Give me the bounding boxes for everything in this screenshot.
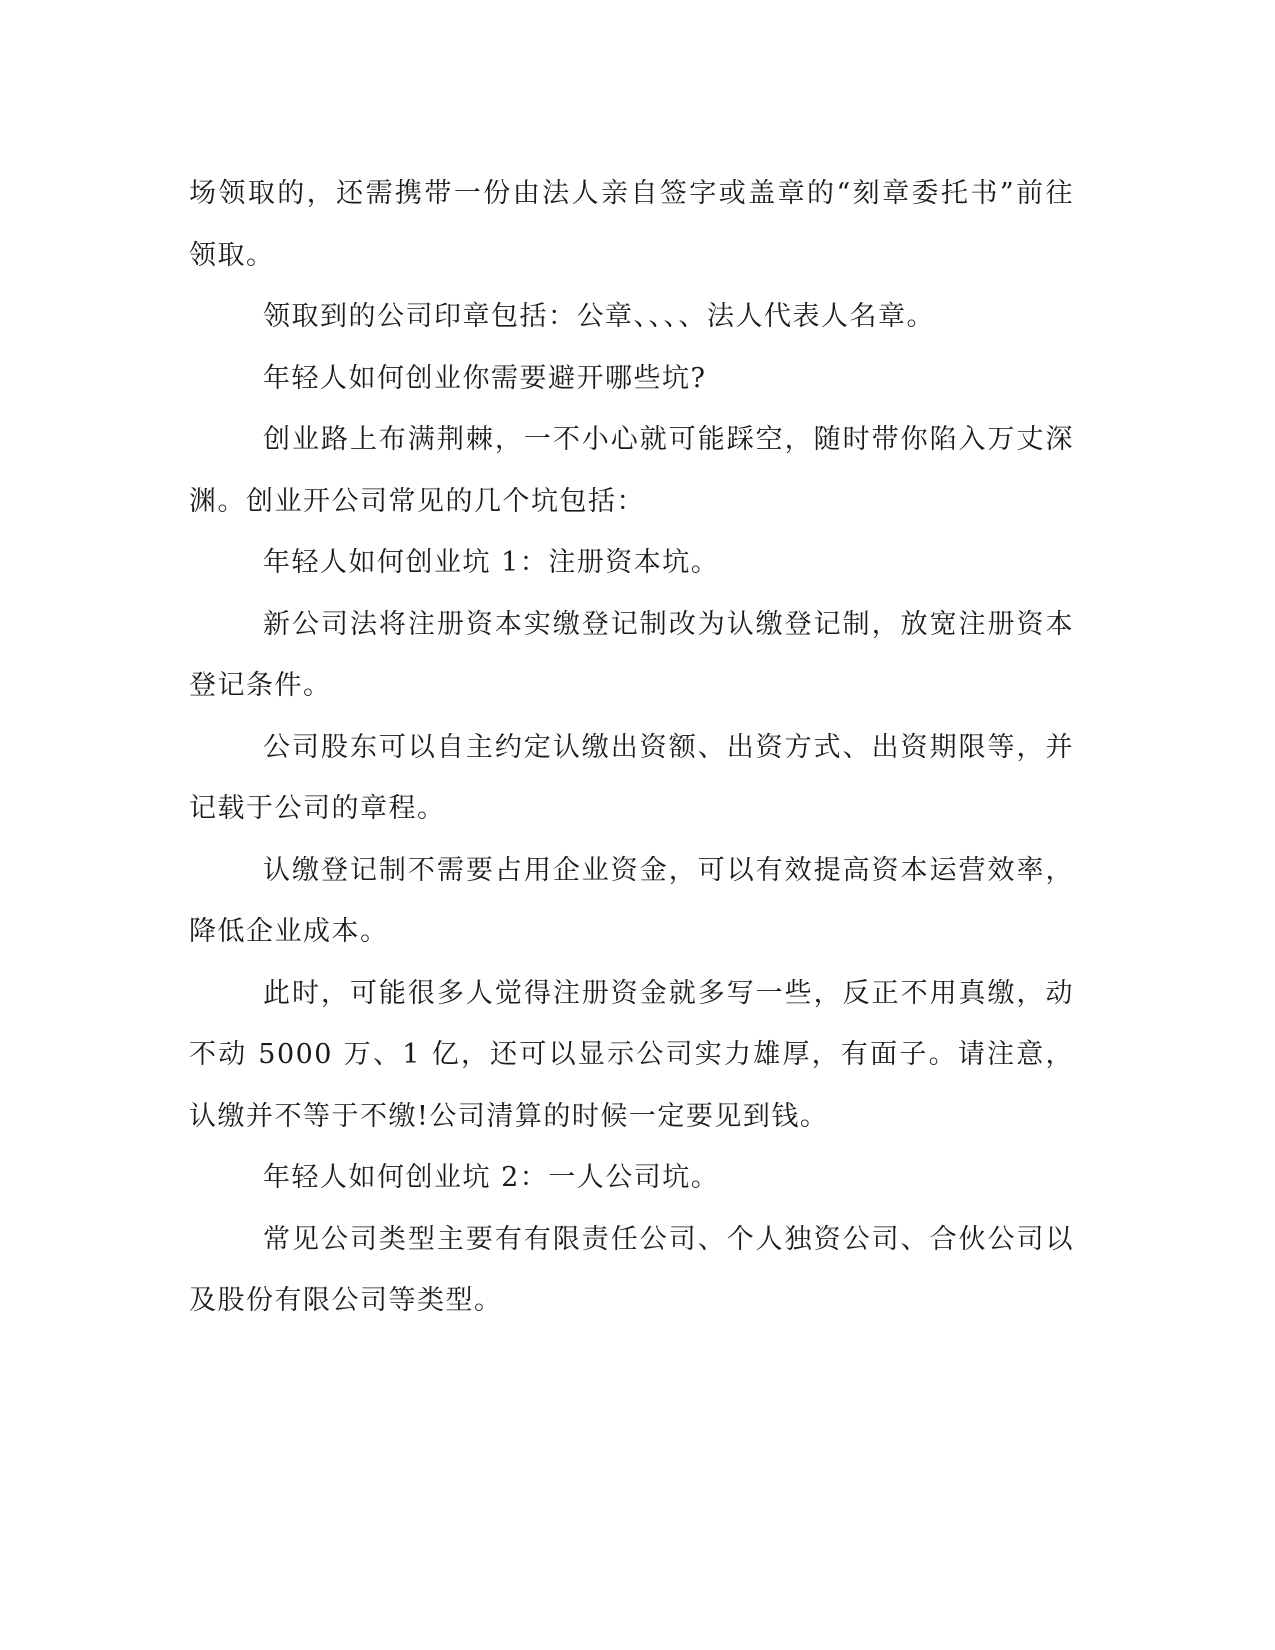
paragraph-seals: 领取到的公司印章包括：公章、、、、法人代表人名章。 [263, 301, 935, 332]
paragraph-company-types: 常见公司类型主要有有限责任公司、个人独资公司、合伙公司以及股份有限公司等类型。 [189, 1223, 1074, 1316]
paragraph-heading-pitfalls: 年轻人如何创业你需要避开哪些坑? [263, 362, 707, 394]
paragraph-new-company-law: 新公司法将注册资本实缴登记制改为认缴登记制，放宽注册资本登记条件。 [189, 608, 1074, 701]
paragraph-subscription-benefits: 认缴登记制不需要占用企业资金，可以有效提高资本运营效率，降低企业成本。 [189, 854, 1074, 947]
document-body [189, 163, 1074, 1332]
paragraph-pitfall-1-title: 年轻人如何创业坑 1：注册资本坑。 [263, 547, 720, 578]
paragraph-shareholders: 公司股东可以自主约定认缴出资额、出资方式、出资期限等，并记载于公司的章程。 [189, 731, 1074, 824]
paragraph-pitfall-2-title: 年轻人如何创业坑 2：一人公司坑。 [263, 1162, 720, 1193]
paragraph-intro-pitfalls: 创业路上布满荆棘，一不小心就可能踩空，随时带你陷入万丈深渊。创业开公司常见的几个坑包括： [189, 424, 1074, 517]
paragraph-continued: 场领取的，还需携带一份由法人亲自签字或盖章的“刻章委托书”前往领取。 [189, 178, 1074, 271]
paragraph-warning: 此时，可能很多人觉得注册资金就多写一些，反正不用真缴，动不动 5000 万、1 亿，还可以显示公司实力雄厚，有面子。请注意，认缴并不等于不缴!公司清算的时候一定要见到钱。 [189, 977, 1074, 1132]
